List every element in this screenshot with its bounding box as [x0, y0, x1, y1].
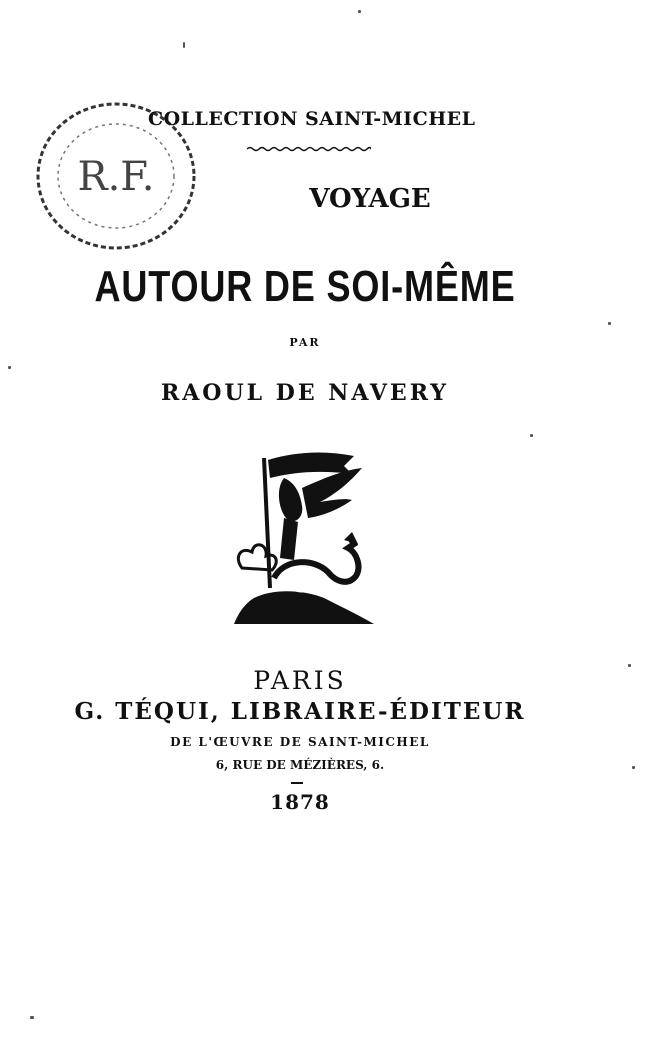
scan-speck	[608, 322, 611, 325]
author-name: RAOUL DE NAVERY	[160, 380, 450, 406]
stamp-monogram: R.F.	[77, 154, 155, 200]
scan-speck	[183, 42, 185, 48]
publication-city: PARIS	[253, 666, 347, 695]
scan-speck	[628, 664, 631, 667]
scan-speck	[358, 10, 361, 13]
wavy-rule	[247, 146, 371, 152]
publisher-address: 6, RUE DE MÉZIÈRES, 6.	[215, 758, 385, 772]
publisher-name: G. TÉQUI, LIBRAIRE-ÉDITEUR	[74, 698, 526, 725]
publisher-affiliation: DE L'ŒUVRE DE SAINT-MICHEL	[170, 735, 430, 749]
scan-speck	[530, 434, 533, 437]
scan-speck	[8, 366, 11, 369]
publication-year: 1878	[270, 790, 330, 814]
saint-michel-vignette-icon	[224, 448, 374, 633]
series-title: VOYAGE	[309, 184, 431, 214]
short-rule	[291, 782, 303, 784]
by-label: PAR	[289, 336, 321, 349]
scan-speck	[632, 766, 635, 769]
scan-speck	[30, 1016, 34, 1019]
main-title: AUTOUR DE SOI-MÊME	[94, 262, 516, 311]
collection-heading: COLLECTION SAINT-MICHEL	[148, 108, 476, 130]
